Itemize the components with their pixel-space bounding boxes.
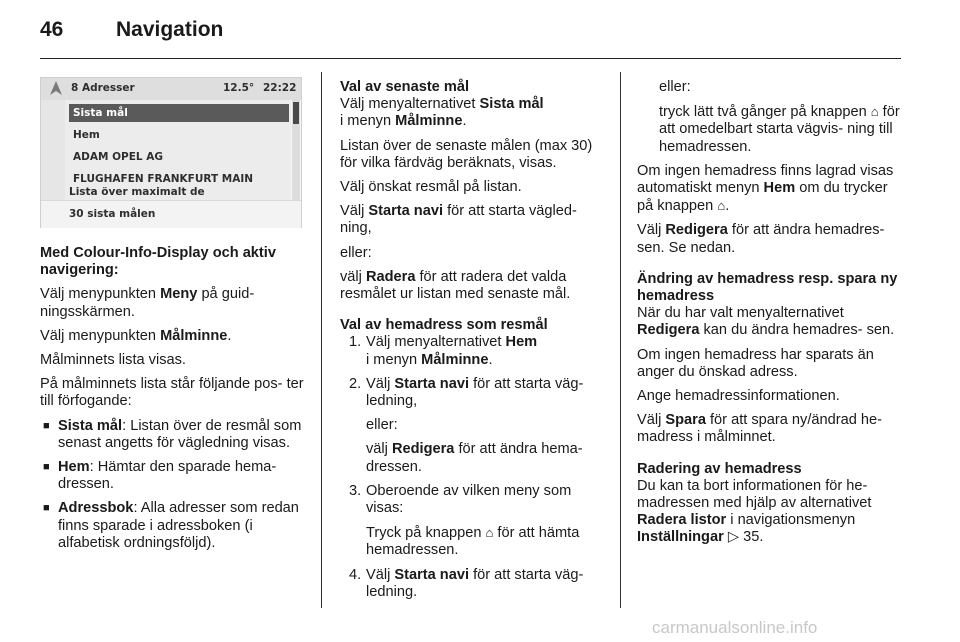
column-divider (321, 72, 322, 608)
screen-scroll-thumb[interactable] (293, 102, 299, 124)
step-item: 1. Välj menyalternativet Hem i menyn Målminne. (349, 334, 538, 368)
step-text: tryck lätt två gånger på knappen ⌂ för att omedelbart starta vägvis- ning till hemadressen. (659, 104, 900, 155)
bullet-icon: ■ (43, 419, 50, 432)
screen-temperature: 12.5° (223, 82, 255, 94)
screen-menu-item[interactable]: Hem (73, 129, 100, 141)
navigation-screen-image (40, 77, 302, 228)
section-heading: Radering av hemadress (637, 460, 802, 477)
watermark: carmanualsonline.info (652, 618, 818, 637)
page-reference[interactable]: 35. (739, 529, 764, 546)
paragraph: eller: (340, 244, 372, 261)
step-item: 4. Välj Starta navi för att starta väg- ledning. (349, 566, 584, 600)
home-icon: ⌂ (870, 104, 879, 120)
column-divider (620, 72, 621, 608)
bullet-item: ■ Adressbok: Alla adresser som redan finns sparade i adressboken (i alfabetisk ordningsföljd). (43, 500, 299, 551)
paragraph: Välj önskat resmål på listan. (340, 179, 522, 196)
page-number: 46 (40, 18, 64, 41)
screen-title: 8 Adresser (71, 82, 135, 94)
step-item: 3. Oberoende av vilken meny som visas: (349, 482, 572, 517)
screen-info-text (41, 186, 301, 228)
paragraph: Välj Spara för att spara ny/ändrad he- madress i målminnet. (637, 412, 882, 446)
home-icon: ⌂ (717, 198, 726, 214)
bullet-icon: ■ (43, 502, 50, 515)
navigation-arrow-icon (49, 81, 63, 96)
column-left (40, 245, 305, 559)
step-item: 2. Välj Starta navi för att starta väg- ledning, (349, 375, 584, 410)
screen-info-line: 30 sista målen (69, 208, 156, 220)
paragraph: Välj menypunkten Meny på guid- ningsskärmen. (40, 286, 255, 320)
screen-menu-item[interactable]: ADAM OPEL AG (73, 151, 163, 163)
screen-time: 22:22 (263, 82, 297, 94)
home-icon: ⌂ (485, 525, 494, 541)
paragraph: Listan över de senaste målen (max 30) för vilka färdväg beräknats, visas. (340, 137, 593, 171)
reference-arrow-icon[interactable]: ▷ (727, 529, 740, 546)
paragraph: Målminnets lista visas. (40, 352, 186, 369)
step-text: välj Redigera för att ändra hema- dressen. (366, 441, 583, 475)
step-text: eller: (366, 417, 398, 434)
paragraph: Du kan ta bort informationen för he- madressen med hjälp av alternativet Radera listor i navigationsmenyn Inställningar ▷ 35. (637, 477, 872, 546)
header-rule (40, 58, 901, 59)
column-right (637, 79, 905, 554)
screen-info-line: Lista över maximalt de (69, 186, 205, 198)
step-text: eller: (659, 79, 691, 95)
paragraph: Ange hemadressinformationen. (637, 388, 840, 405)
paragraph: välj Radera för att radera det valda resmålet ur listan med senaste mål. (340, 268, 571, 303)
screen-menu-item-selected[interactable]: Sista mål (69, 104, 289, 122)
paragraph: Välj menyalternativet Sista mål (340, 96, 544, 113)
section-heading: Val av senaste mål (340, 79, 469, 95)
bullet-item: ■ Hem: Hämtar den sparade hema- dressen. (43, 459, 277, 493)
screen-menu-list (65, 100, 291, 200)
screen-title-bar (41, 78, 301, 100)
paragraph: Välj Starta navi för att starta vägled- ning, (340, 203, 577, 237)
paragraph: Om ingen hemadress har sparats än anger du önskad adress. (637, 346, 874, 380)
paragraph: Välj Redigera för att ändra hemadres- sen. Se nedan. (637, 222, 885, 256)
section-heading: Ändring av hemadress resp. spara ny hemadress (637, 270, 898, 305)
bullet-item: ■ Sista mål: Listan över de resmål som senast angetts för vägledning visas. (43, 417, 302, 451)
paragraph: När du har valt menyalternativet Redigera kan du ändra hemadres- sen. (637, 305, 895, 339)
section-heading: Val av hemadress som resmål (340, 317, 548, 334)
step-text: Tryck på knappen ⌂ för att hämta hemadressen. (366, 525, 580, 559)
section-heading: Med Colour-Info-Display och aktiv navigering: (40, 245, 276, 279)
paragraph: Välj menypunkten Målminne. (40, 327, 232, 344)
paragraph: Om ingen hemadress finns lagrad visas automatiskt menyn Hem om du trycker på knappen ⌂. (637, 162, 894, 215)
column-middle (340, 79, 608, 608)
screen-scrollbar[interactable] (292, 100, 300, 200)
paragraph: i menyn Målminne. (340, 113, 467, 130)
bullet-icon: ■ (43, 461, 50, 474)
screen-side-panel (41, 100, 65, 200)
page-title: Navigation (116, 18, 224, 41)
paragraph: På målminnets lista står följande pos- ter till förfogande: (40, 376, 304, 410)
screen-menu-item[interactable]: FLUGHAFEN FRANKFURT MAIN (73, 173, 254, 185)
